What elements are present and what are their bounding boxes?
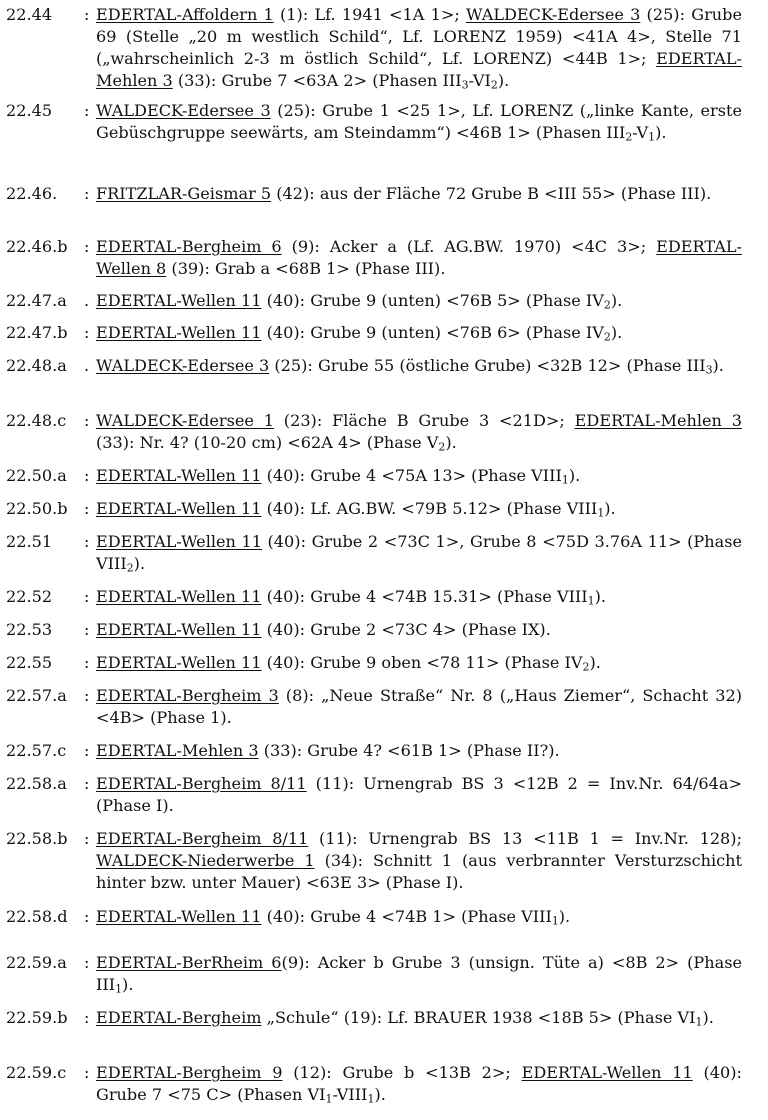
entry-text-segment: (40): Grube 2 <73C 4> (Phase IX).	[261, 620, 551, 639]
catalog-entry	[6, 952, 742, 996]
site-name: WALDECK-Niederwerbe 1	[96, 851, 315, 870]
entry-text-segment: -VI	[468, 71, 491, 90]
phase-subscript: 2	[603, 330, 611, 344]
phase-subscript: 1	[695, 1015, 703, 1029]
phase-subscript: 1	[587, 594, 595, 608]
entry-text	[96, 4, 742, 92]
entry-text	[96, 1062, 742, 1106]
entry-number: 22.47.a	[6, 291, 67, 310]
entry-separator: :	[84, 829, 90, 848]
entry-text-segment: ).	[445, 433, 457, 452]
entry-text-segment: (40): Lf. AG.BW. <79B 5.12> (Phase VIII	[261, 499, 598, 518]
entry-separator: :	[84, 653, 90, 672]
entry-text-segment: -V	[632, 123, 649, 142]
entry-text-segment: (40): Grube 4 <74B 1> (Phase VIII	[261, 907, 552, 926]
entry-text-segment: (40): Grube 4 <75A 13> (Phase VIII	[261, 466, 562, 485]
entry-text	[96, 586, 742, 608]
entry-text-segment: ).	[589, 653, 601, 672]
entry-separator: .	[84, 291, 90, 310]
catalog-entry	[6, 740, 742, 762]
entry-text-segment: (42): aus der Fläche 72 Grube B <III 55> (Phase III).	[271, 184, 712, 203]
catalog-entry	[6, 183, 742, 205]
catalog-entry	[6, 4, 742, 92]
entry-number: 22.50.a	[6, 466, 67, 485]
catalog-entry	[6, 906, 742, 928]
catalog-entry	[6, 586, 742, 608]
entry-separator: :	[84, 237, 90, 256]
entry-number: 22.55	[6, 653, 53, 672]
entry-text-segment: -VIII	[332, 1085, 368, 1104]
entry-number: 22.52	[6, 587, 53, 606]
entry-text-segment: (23): Fläche B Grube 3 <21D>;	[273, 411, 575, 430]
site-name: EDERTAL-Wellen 11	[96, 587, 262, 606]
entry-text-segment: (40): Grube 9 oben <78 11> (Phase IV	[261, 653, 583, 672]
entry-text-segment: (33): Nr. 4? (10-20 cm) <62A 4> (Phase V	[96, 433, 439, 452]
entry-text	[96, 952, 742, 996]
site-name: EDERTAL-Wellen 11	[96, 323, 262, 342]
entry-number: 22.59.c	[6, 1063, 67, 1082]
entry-number: 22.53	[6, 620, 53, 639]
catalog-entry	[6, 773, 742, 817]
entry-text-segment: (9): Acker a (Lf. AG.BW. 1970) <4C 3>;	[281, 237, 657, 256]
entry-text	[96, 740, 742, 762]
entry-text	[96, 498, 742, 520]
entry-text-segment: ).	[122, 975, 134, 994]
site-name: EDERTAL-Mehlen 3	[96, 741, 259, 760]
entry-number: 22.58.b	[6, 829, 68, 848]
entry-separator: :	[84, 5, 90, 24]
entry-number: 22.57.c	[6, 741, 67, 760]
entry-text-segment: (25): Grube 69 (Stelle „20 m westlich Schild“, Lf. LORENZ 1959) <41A 4>, Stelle 71 („wahrscheinlich 2-3 m östlich Schild“, Lf. LORENZ) <44B 1>;	[96, 5, 742, 68]
phase-subscript: 2	[490, 78, 498, 92]
site-name: EDERTAL-Bergheim 8/11	[96, 774, 307, 793]
entry-separator: :	[84, 587, 90, 606]
entry-number: 22.46.b	[6, 237, 68, 256]
phase-subscript: 1	[325, 1092, 333, 1106]
entry-text	[96, 322, 742, 344]
catalog-entry	[6, 1062, 742, 1106]
catalog-entry	[6, 290, 742, 312]
entry-text	[96, 183, 742, 205]
entry-text-segment: (25): Grube 1 <25 1>, Lf. LORENZ („linke Kante, erste Gebüschgruppe seewärts, am Steindamm“) <46B 1> (Phasen III	[96, 101, 742, 142]
site-name: EDERTAL-Bergheim	[96, 1008, 262, 1027]
catalog-entry	[6, 828, 742, 894]
entry-number: 22.58.a	[6, 774, 67, 793]
site-name: EDERTAL-Bergheim 6	[96, 237, 282, 256]
entry-text-segment: (9): Acker b Grube 3 (unsign. Tüte a) <8B 2> (Phase III	[96, 953, 742, 994]
entry-text-segment: (34): Schnitt 1 (aus verbrannter Versturzschicht hinter bzw. unter Mauer) <63E 3> (Phase I).	[96, 851, 742, 892]
entry-text	[96, 906, 742, 928]
entry-text	[96, 465, 742, 487]
site-name: EDERTAL-Wellen 11	[96, 907, 262, 926]
phase-subscript: 2	[126, 561, 134, 575]
entry-number: 22.48.c	[6, 411, 67, 430]
entry-text-segment: ).	[497, 71, 510, 90]
entry-text	[96, 652, 742, 674]
phase-subscript: 1	[551, 914, 559, 928]
entry-separator: :	[84, 1008, 90, 1027]
entry-separator: :	[84, 466, 90, 485]
entry-text-segment: (8): „Neue Straße“ Nr. 8 („Haus Ziemer“, Schacht 32) <4B> (Phase 1).	[96, 686, 742, 727]
entry-separator: :	[84, 907, 90, 926]
site-name: WALDECK-Edersee 3	[465, 5, 641, 24]
site-name: EDERTAL-Bergheim 3	[96, 686, 279, 705]
entry-separator: :	[84, 1063, 90, 1082]
entry-number: 22.59.a	[6, 953, 67, 972]
entry-separator: :	[84, 411, 90, 430]
entry-text-segment: ).	[133, 554, 146, 573]
entry-number: 22.46.	[6, 184, 58, 203]
site-name: FRITZLAR-Geismar 5	[96, 184, 272, 203]
phase-subscript: 3	[461, 78, 469, 92]
entry-number: 22.51	[6, 532, 53, 551]
catalog-entry	[6, 652, 742, 674]
entry-separator: :	[84, 774, 90, 793]
entry-text-segment: (40): Grube 2 <73C 1>, Grube 8 <75D 3.76A 11> (Phase VIII	[96, 532, 742, 573]
entry-text-segment: (12): Grube b <13B 2>;	[282, 1063, 522, 1082]
site-name: EDERTAL-Mehlen 3	[574, 411, 742, 430]
entry-text-segment: (11): Urnengrab BS 13 <11B 1 = Inv.Nr. 128);	[308, 829, 742, 848]
entry-text-segment: ).	[604, 499, 616, 518]
site-name: EDERTAL-Wellen 11	[96, 291, 262, 310]
entry-text-segment: ).	[594, 587, 607, 606]
site-name: WALDECK-Edersee 3	[96, 101, 271, 120]
entry-text-segment: ).	[655, 123, 667, 142]
entry-text-segment: (40): Grube 4 <74B 15.31> (Phase VIII	[261, 587, 588, 606]
entry-separator: :	[84, 184, 90, 203]
entry-text-segment: (11): Urnengrab BS 3 <12B 2 = Inv.Nr. 64/64a> (Phase I).	[96, 774, 742, 815]
entry-separator: :	[84, 532, 90, 551]
phase-subscript: 1	[561, 473, 569, 487]
phase-subscript: 2	[582, 660, 590, 674]
entry-text-segment: (40): Grube 7 <75 C> (Phasen VI	[96, 1063, 742, 1104]
entry-text	[96, 100, 742, 144]
entry-number: 22.57.a	[6, 686, 67, 705]
entry-text	[96, 1007, 742, 1029]
entry-text	[96, 531, 742, 575]
entry-separator: :	[84, 741, 90, 760]
catalog-entry	[6, 100, 742, 144]
entry-separator: :	[84, 101, 90, 120]
entry-text-segment: ).	[610, 291, 623, 310]
entry-number: 22.48.a	[6, 356, 67, 375]
catalog-entry	[6, 1007, 742, 1029]
site-name: EDERTAL-Wellen 11	[521, 1063, 693, 1082]
entry-text	[96, 236, 742, 280]
entry-text	[96, 828, 742, 894]
entry-text-segment: „Schule“ (19): Lf. BRAUER 1938 <18B 5> (Phase VI	[261, 1008, 696, 1027]
site-name: EDERTAL-Wellen 11	[96, 620, 262, 639]
site-name: EDERTAL-Wellen 11	[96, 653, 262, 672]
entry-separator: :	[84, 620, 90, 639]
phase-subscript: 1	[367, 1092, 375, 1106]
catalog-entry	[6, 465, 742, 487]
entry-text-segment: (39): Grab a <68B 1> (Phase III).	[166, 259, 446, 278]
site-name: WALDECK-Edersee 1	[96, 411, 274, 430]
site-name: EDERTAL-Wellen 8	[96, 237, 742, 278]
entry-text	[96, 619, 742, 641]
site-name: EDERTAL-Bergheim 8/11	[96, 829, 309, 848]
entry-text-segment: (33): Grube 7 <63A 2> (Phasen III	[172, 71, 462, 90]
catalog-entry	[6, 322, 742, 344]
entry-text	[96, 685, 742, 729]
site-name: EDERTAL-Mehlen 3	[96, 49, 742, 90]
catalog-entry	[6, 498, 742, 520]
entry-text-segment: (1): Lf. 1941 <1A 1>;	[273, 5, 466, 24]
entry-separator: :	[84, 686, 90, 705]
phase-subscript: 1	[597, 506, 605, 520]
site-name: EDERTAL-Wellen 11	[96, 532, 262, 551]
entry-number: 22.44	[6, 5, 53, 24]
entry-number: 22.59.b	[6, 1008, 68, 1027]
site-name: EDERTAL-Wellen 11	[96, 466, 262, 485]
entry-text-segment: ).	[610, 323, 623, 342]
entry-number: 22.45	[6, 101, 53, 120]
entry-text-segment: ).	[558, 907, 571, 926]
entry-text-segment: ).	[568, 466, 581, 485]
phase-subscript: 2	[438, 440, 446, 454]
catalog-entry	[6, 685, 742, 729]
entry-text-segment: ).	[702, 1008, 714, 1027]
entry-separator: :	[84, 499, 90, 518]
site-name: EDERTAL-Affoldern 1	[96, 5, 274, 24]
entry-separator: :	[84, 953, 90, 972]
site-name: WALDECK-Edersee 3	[96, 356, 270, 375]
entry-text-segment: (40): Grube 9 (unten) <76B 5> (Phase IV	[261, 291, 604, 310]
catalog-entry	[6, 410, 742, 454]
entry-number: 22.58.d	[6, 907, 68, 926]
phase-subscript: 1	[115, 982, 123, 996]
entry-text-segment: ).	[712, 356, 724, 375]
entry-number: 22.47.b	[6, 323, 68, 342]
catalog-entry	[6, 236, 742, 280]
site-name: EDERTAL-BerRheim 6	[96, 953, 282, 972]
catalog-entry	[6, 619, 742, 641]
entry-text-segment: (33): Grube 4? <61B 1> (Phase II?).	[258, 741, 560, 760]
phase-subscript: 2	[625, 130, 633, 144]
phase-subscript: 3	[705, 363, 713, 377]
entry-text-segment: ).	[374, 1085, 386, 1104]
phase-subscript: 2	[603, 298, 611, 312]
entry-text	[96, 773, 742, 817]
site-name: EDERTAL-Bergheim 9	[96, 1063, 283, 1082]
entry-text-segment: (40): Grube 9 (unten) <76B 6> (Phase IV	[261, 323, 604, 342]
entry-text-segment: (25): Grube 55 (östliche Grube) <32B 12> (Phase III	[269, 356, 706, 375]
entry-number: 22.50.b	[6, 499, 68, 518]
entry-separator: :	[84, 323, 90, 342]
entry-separator: .	[84, 356, 90, 375]
catalog-entry	[6, 531, 742, 575]
entry-text	[96, 290, 742, 312]
phase-subscript: 1	[648, 130, 656, 144]
catalog-entry	[6, 355, 742, 377]
site-name: EDERTAL-Wellen 11	[96, 499, 262, 518]
entry-text	[96, 355, 742, 377]
entry-text	[96, 410, 742, 454]
